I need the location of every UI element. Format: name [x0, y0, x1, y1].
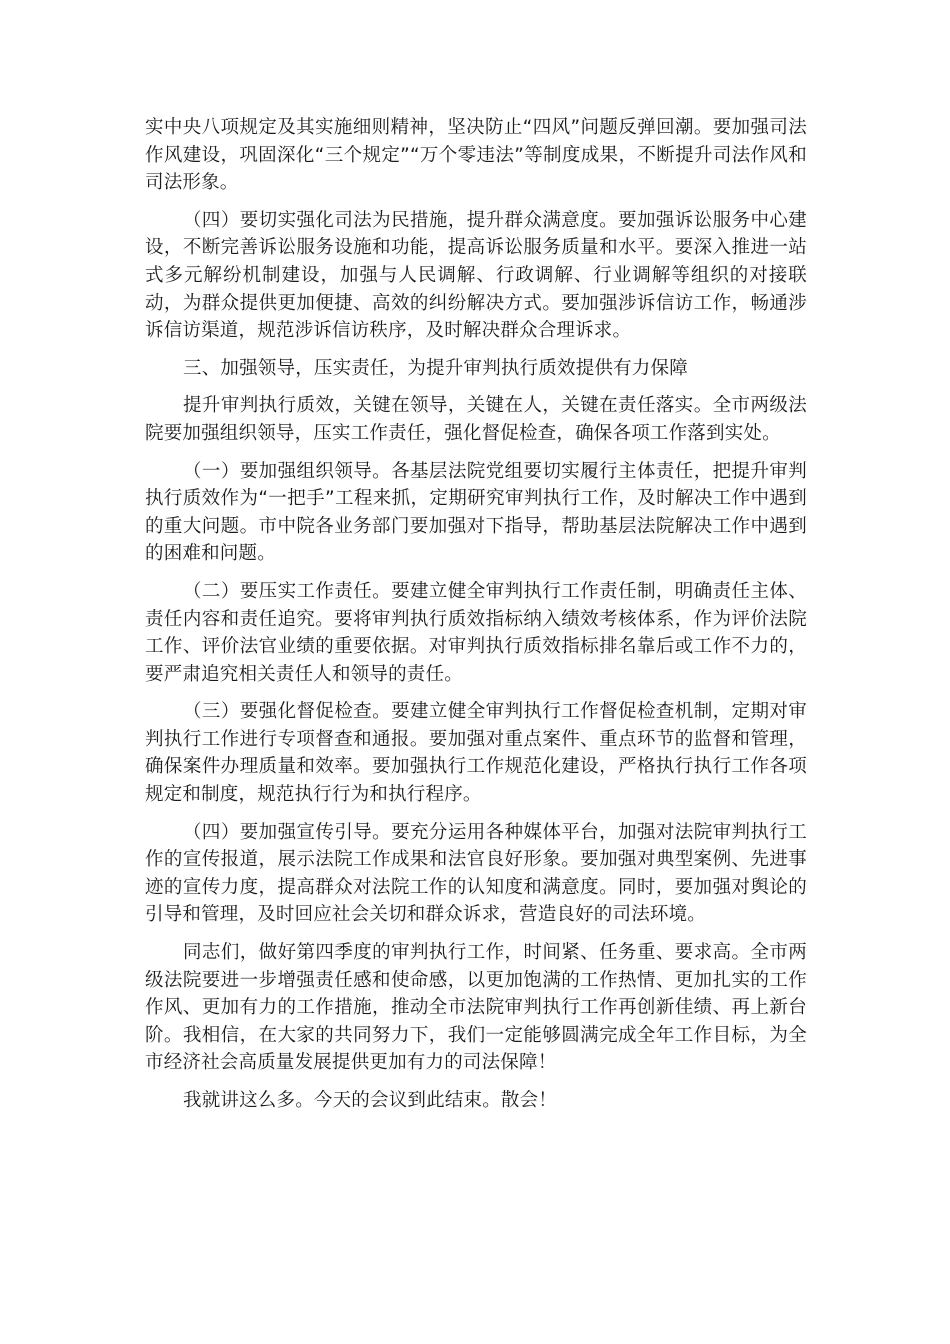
paragraph-item-4-publicity: （四）要加强宣传引导。要充分运用各种媒体平台，加强对法院审判执行工作的宣传报道，展示法院工作成果和法官良好形象。要加强对典型案例、先进事迹的宣传力度，提高群众对法院工作的认知度和满意度。同时，要加强对舆论的引导和管理，及时回应社会关切和群众诉求，营造良好的司法环境。 — [145, 821, 807, 926]
document-page — [145, 114, 807, 1125]
paragraph-continuation: 实中央八项规定及其实施细则精神，坚决防止“四风”问题反弹回潮。要加强司法作风建设，巩固深化“三个规定”“万个零违法”等制度成果，不断提升司法作风和司法形象。 — [145, 117, 807, 194]
paragraph-item-1-leadership: （一）要加强组织领导。各基层法院党组要切实履行主体责任，把提升审判执行质效作为“一把手”工程来抓，定期研究审判执行工作，及时解决工作中遇到的重大问题。市中院各业务部门要加强对下指导，帮助基层法院解决工作中遇到的困难和问题。 — [145, 460, 807, 565]
paragraph-item-2-responsibility: （二）要压实工作责任。要建立健全审判执行工作责任制，明确责任主体、责任内容和责任追究。要将审判执行质效指标纳入绩效考核体系，作为评价法院工作、评价法官业绩的重要依据。对审判执行质效指标排名靠后或工作不力的，要严肃追究相关责任人和领导的责任。 — [145, 580, 807, 685]
section-heading-3: 三、加强领导，压实责任，为提升审判执行质效提供有力保障 — [183, 357, 688, 379]
paragraph-item-4-service: （四）要切实强化司法为民措施，提升群众满意度。要加强诉讼服务中心建设，不断完善诉讼服务设施和功能，提高诉讼服务质量和水平。要深入推进一站式多元解纷机制建设，加强与人民调解、行政调解、行业调解等组织的对接联动，为群众提供更加便捷、高效的纠纷解决方式。要加强涉诉信访工作，畅通涉诉信访渠道，规范涉诉信访秩序，及时解决群众合理诉求。 — [145, 209, 807, 342]
paragraph-closing-remarks: 同志们，做好第四季度的审判执行工作，时间紧、任务重、要求高。全市两级法院要进一步增强责任感和使命感，以更加饱满的工作热情、更加扎实的工作作风、更加有力的工作措施，推动全市法院审判执行工作再创新佳绩、再上新台阶。我相信，在大家的共同努力下，我们一定能够圆满完成全年工作目标，为全市经济社会高质量发展提供更加有力的司法保障！ — [145, 942, 807, 1074]
paragraph-item-3-supervision: （三）要强化督促检查。要建立健全审判执行工作督促检查机制，定期对审判执行工作进行专项督查和通报。要加强对重点案件、重点环节的监督和管理，确保案件办理质量和效率。要加强执行工作规范化建设，严格执行执行工作各项规定和制度，规范执行行为和执行程序。 — [145, 701, 807, 806]
paragraph-section-intro: 提升审判执行质效，关键在领导，关键在人，关键在责任落实。全市两级法院要加强组织领导，压实工作责任，强化督促检查，确保各项工作落到实处。 — [145, 395, 807, 444]
paragraph-meeting-end: 我就讲这么多。今天的会议到此结束。散会！ — [183, 1090, 558, 1111]
